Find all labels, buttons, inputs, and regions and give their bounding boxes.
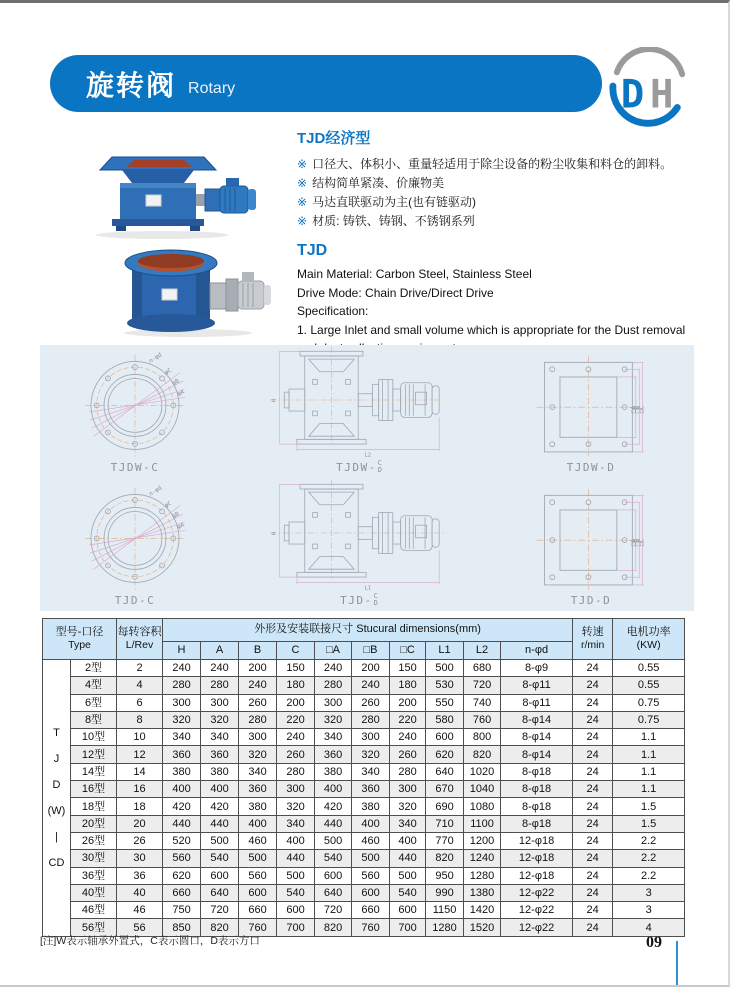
table-cell: 150 bbox=[390, 660, 426, 677]
table-cell: 320 bbox=[352, 746, 390, 763]
table-cell: 36型 bbox=[71, 867, 117, 884]
table-cell: 1.1 bbox=[613, 746, 685, 763]
table-cell: 8-φ18 bbox=[501, 815, 573, 832]
table-cell: 240 bbox=[315, 660, 352, 677]
table-cell: 990 bbox=[426, 884, 464, 901]
table-cell: 46 bbox=[117, 902, 163, 919]
bullet-icon: ※ bbox=[297, 195, 308, 209]
table-row bbox=[43, 902, 685, 919]
table-cell: 400 bbox=[315, 781, 352, 798]
series-label: T J D (W) | CD bbox=[43, 660, 71, 937]
header-dim: L1 bbox=[426, 641, 464, 659]
table-cell: 440 bbox=[390, 850, 426, 867]
table-cell: 240 bbox=[163, 660, 201, 677]
table-cell: 26型 bbox=[71, 832, 117, 849]
table-cell: 760 bbox=[464, 711, 501, 728]
table-cell: 560 bbox=[239, 867, 277, 884]
economy-bullet: ※ 材质: 铸铁、铸钢、不锈钢系列 bbox=[297, 214, 475, 228]
dimension-table bbox=[42, 618, 685, 937]
table-cell: 1420 bbox=[464, 902, 501, 919]
table-cell: 640 bbox=[315, 884, 352, 901]
header-lrev: 每转容积 L/Rev bbox=[117, 619, 163, 660]
table-cell: 24 bbox=[573, 729, 613, 746]
table-cell: 56型 bbox=[71, 919, 117, 936]
table-cell: 46型 bbox=[71, 902, 117, 919]
header-dim: C bbox=[277, 641, 315, 659]
table-cell: 1.1 bbox=[613, 729, 685, 746]
table-cell: 580 bbox=[426, 711, 464, 728]
table-cell: 340 bbox=[277, 815, 315, 832]
table-cell: 720 bbox=[464, 677, 501, 694]
table-cell: 0.55 bbox=[613, 677, 685, 694]
table-cell: 500 bbox=[426, 660, 464, 677]
table-cell: 320 bbox=[163, 711, 201, 728]
table-cell: 1020 bbox=[464, 763, 501, 780]
table-cell: 440 bbox=[163, 815, 201, 832]
table-cell: 30型 bbox=[71, 850, 117, 867]
table-cell: 420 bbox=[315, 798, 352, 815]
table-cell: 340 bbox=[315, 729, 352, 746]
table-cell: 2型 bbox=[71, 660, 117, 677]
product-photo-square-valve bbox=[82, 143, 260, 241]
table-cell: 760 bbox=[239, 919, 277, 936]
table-row bbox=[43, 660, 685, 677]
table-cell: 12型 bbox=[71, 746, 117, 763]
table-cell: 850 bbox=[163, 919, 201, 936]
table-cell: 500 bbox=[201, 832, 239, 849]
table-cell: 24 bbox=[573, 781, 613, 798]
table-cell: 20型 bbox=[71, 815, 117, 832]
table-cell: 600 bbox=[426, 729, 464, 746]
table-cell: 3 bbox=[613, 902, 685, 919]
table-cell: 8-φ18 bbox=[501, 763, 573, 780]
table-cell: 8-φ11 bbox=[501, 694, 573, 711]
table-cell: 1280 bbox=[464, 867, 501, 884]
table-cell: 300 bbox=[315, 694, 352, 711]
bullet-icon: ※ bbox=[297, 157, 308, 171]
economy-bullet: ※ 口径大、体积小、重量轻适用于除尘设备的粉尘收集和料仓的卸料。 bbox=[297, 157, 673, 171]
drawing-label: TJDW- C D bbox=[336, 459, 382, 474]
table-row bbox=[43, 711, 685, 728]
table-cell: 380 bbox=[201, 763, 239, 780]
table-cell: 8-φ18 bbox=[501, 781, 573, 798]
table-cell: 24 bbox=[573, 902, 613, 919]
table-cell: 300 bbox=[277, 781, 315, 798]
table-cell: 540 bbox=[277, 884, 315, 901]
table-cell: 600 bbox=[390, 902, 426, 919]
table-cell: 520 bbox=[163, 832, 201, 849]
table-cell: 500 bbox=[239, 850, 277, 867]
table-cell: 320 bbox=[201, 711, 239, 728]
table-cell: 220 bbox=[277, 711, 315, 728]
table-cell: 0.55 bbox=[613, 660, 685, 677]
table-row bbox=[43, 884, 685, 901]
table-row bbox=[43, 694, 685, 711]
table-row bbox=[43, 798, 685, 815]
table-cell: 540 bbox=[315, 850, 352, 867]
table-row bbox=[43, 746, 685, 763]
economy-bullet: ※ 马达直联驱动为主(也有链驱动) bbox=[297, 195, 477, 209]
table-cell: 1200 bbox=[464, 832, 501, 849]
table-cell: 420 bbox=[201, 798, 239, 815]
page-number-rule bbox=[676, 941, 678, 987]
table-cell: 24 bbox=[573, 850, 613, 867]
table-cell: 2.2 bbox=[613, 832, 685, 849]
table-cell: 750 bbox=[163, 902, 201, 919]
table-cell: 620 bbox=[426, 746, 464, 763]
table-body bbox=[43, 660, 685, 937]
table-row bbox=[43, 729, 685, 746]
table-cell: 8型 bbox=[71, 711, 117, 728]
drawing-label: TJD- C D bbox=[340, 592, 378, 607]
table-cell: 560 bbox=[352, 867, 390, 884]
table-cell: 400 bbox=[390, 832, 426, 849]
table-cell: 12-φ22 bbox=[501, 884, 573, 901]
table-cell: 2.2 bbox=[613, 850, 685, 867]
drawing-label: TJDW-D bbox=[566, 461, 616, 474]
table-cell: 360 bbox=[201, 746, 239, 763]
table-cell: 500 bbox=[390, 867, 426, 884]
table-cell: 380 bbox=[239, 798, 277, 815]
header-dim: □A bbox=[315, 641, 352, 659]
logo-letter-h: H bbox=[650, 72, 674, 118]
bullet-icon: ※ bbox=[297, 176, 308, 190]
table-cell: 660 bbox=[352, 902, 390, 919]
table-cell: 24 bbox=[573, 832, 613, 849]
table-cell: 1380 bbox=[464, 884, 501, 901]
technical-drawings-panel bbox=[40, 345, 694, 611]
table-cell: 320 bbox=[315, 711, 352, 728]
table-cell: 1.1 bbox=[613, 763, 685, 780]
table-cell: 300 bbox=[163, 694, 201, 711]
table-cell: 360 bbox=[315, 746, 352, 763]
table-cell: 200 bbox=[239, 660, 277, 677]
table-cell: 220 bbox=[390, 711, 426, 728]
table-cell: 1080 bbox=[464, 798, 501, 815]
table-cell: 820 bbox=[426, 850, 464, 867]
table-cell: 280 bbox=[277, 763, 315, 780]
table-cell: 600 bbox=[352, 884, 390, 901]
table-cell: 620 bbox=[163, 867, 201, 884]
table-row bbox=[43, 781, 685, 798]
table-row bbox=[43, 867, 685, 884]
table-cell: 640 bbox=[201, 884, 239, 901]
table-cell: 360 bbox=[352, 781, 390, 798]
table-cell: 460 bbox=[239, 832, 277, 849]
page-number: 09 bbox=[646, 934, 662, 951]
product-photo-round-valve bbox=[110, 241, 274, 339]
table-cell: 440 bbox=[315, 815, 352, 832]
table-cell: 30 bbox=[117, 850, 163, 867]
table-cell: 300 bbox=[239, 729, 277, 746]
table-cell: 560 bbox=[163, 850, 201, 867]
drawing-tjd-cd bbox=[230, 478, 488, 611]
table-cell: 300 bbox=[390, 781, 426, 798]
table-cell: 1.5 bbox=[613, 798, 685, 815]
table-cell: 12-φ22 bbox=[501, 902, 573, 919]
table-cell: 200 bbox=[352, 660, 390, 677]
table-cell: 12-φ18 bbox=[501, 867, 573, 884]
table-cell: 1150 bbox=[426, 902, 464, 919]
header-dim: n-φd bbox=[501, 641, 573, 659]
table-cell: 3 bbox=[613, 884, 685, 901]
table-cell: 260 bbox=[352, 694, 390, 711]
drawing-label: TJD-D bbox=[570, 594, 612, 607]
table-cell: 1040 bbox=[464, 781, 501, 798]
header-dim: □C bbox=[390, 641, 426, 659]
table-cell: 1240 bbox=[464, 850, 501, 867]
table-cell: 4 bbox=[117, 677, 163, 694]
table-cell: 400 bbox=[239, 815, 277, 832]
table-cell: 180 bbox=[277, 677, 315, 694]
table-cell: 760 bbox=[352, 919, 390, 936]
dh-logo bbox=[601, 47, 699, 127]
table-cell: 670 bbox=[426, 781, 464, 798]
table-cell: 300 bbox=[352, 729, 390, 746]
table-cell: 700 bbox=[390, 919, 426, 936]
table-cell: 6型 bbox=[71, 694, 117, 711]
spec-line: Drive Mode: Chain Drive/Direct Drive bbox=[297, 285, 494, 300]
table-cell: 24 bbox=[573, 919, 613, 936]
header-dim: L2 bbox=[464, 641, 501, 659]
table-cell: 26 bbox=[117, 832, 163, 849]
table-cell: 400 bbox=[277, 832, 315, 849]
table-cell: 660 bbox=[163, 884, 201, 901]
table-cell: 40 bbox=[117, 884, 163, 901]
table-cell: 340 bbox=[239, 763, 277, 780]
table-cell: 340 bbox=[390, 815, 426, 832]
table-cell: 260 bbox=[239, 694, 277, 711]
drawing-tjd-d bbox=[488, 478, 694, 611]
table-cell: 1520 bbox=[464, 919, 501, 936]
table-cell: 0.75 bbox=[613, 694, 685, 711]
svg-text:L1: L1 bbox=[364, 585, 372, 592]
table-cell: 6 bbox=[117, 694, 163, 711]
table-cell: 24 bbox=[573, 694, 613, 711]
table-cell: 180 bbox=[390, 677, 426, 694]
table-cell: 300 bbox=[201, 694, 239, 711]
table-cell: 340 bbox=[352, 763, 390, 780]
footnote: [注]W表示轴承外置式，C表示圆口，D表示方口 bbox=[40, 935, 260, 947]
table-cell: 720 bbox=[315, 902, 352, 919]
table-cell: 540 bbox=[390, 884, 426, 901]
table-cell: 240 bbox=[390, 729, 426, 746]
table-cell: 600 bbox=[315, 867, 352, 884]
drawing-tjdw-d bbox=[488, 345, 694, 478]
table-cell: 320 bbox=[390, 798, 426, 815]
table-cell: 540 bbox=[201, 850, 239, 867]
table-cell: 0.75 bbox=[613, 711, 685, 728]
table-cell: 12-φ18 bbox=[501, 850, 573, 867]
table-cell: 720 bbox=[201, 902, 239, 919]
header-speed: 转速 r/min bbox=[573, 619, 613, 660]
table-cell: 8-φ11 bbox=[501, 677, 573, 694]
economy-heading: TJD经济型 bbox=[297, 130, 371, 147]
table-cell: 700 bbox=[277, 919, 315, 936]
svg-text:L2: L2 bbox=[364, 452, 372, 459]
table-cell: 380 bbox=[163, 763, 201, 780]
drawing-tjd-c bbox=[40, 478, 230, 611]
drawing-label: TJD-C bbox=[114, 594, 156, 607]
table-cell: 1100 bbox=[464, 815, 501, 832]
table-cell: 800 bbox=[464, 729, 501, 746]
table-cell: 600 bbox=[201, 867, 239, 884]
table-cell: 8-φ14 bbox=[501, 729, 573, 746]
table-cell: 200 bbox=[390, 694, 426, 711]
table-cell: 660 bbox=[239, 902, 277, 919]
table-cell: 280 bbox=[315, 677, 352, 694]
table-cell: 40型 bbox=[71, 884, 117, 901]
table-cell: 500 bbox=[277, 867, 315, 884]
table-cell: 8-φ14 bbox=[501, 746, 573, 763]
table-cell: 2.2 bbox=[613, 867, 685, 884]
table-cell: 820 bbox=[315, 919, 352, 936]
page-title-en: Rotary bbox=[188, 79, 236, 97]
table-cell: 24 bbox=[573, 798, 613, 815]
header-type: 型号-口径 Type bbox=[43, 619, 117, 660]
table-cell: 150 bbox=[277, 660, 315, 677]
logo-arc-gray bbox=[617, 49, 682, 74]
table-cell: 24 bbox=[573, 677, 613, 694]
table-cell: 56 bbox=[117, 919, 163, 936]
table-cell: 24 bbox=[573, 711, 613, 728]
table-cell: 24 bbox=[573, 746, 613, 763]
table-cell: 550 bbox=[426, 694, 464, 711]
table-cell: 460 bbox=[352, 832, 390, 849]
logo-letter-d: D bbox=[620, 72, 645, 118]
table-cell: 10型 bbox=[71, 729, 117, 746]
drawing-tjdw-cd bbox=[230, 345, 488, 478]
table-cell: 18型 bbox=[71, 798, 117, 815]
drawing-label: TJDW-C bbox=[110, 461, 160, 474]
table-cell: 320 bbox=[239, 746, 277, 763]
header-power: 电机功率 (KW) bbox=[613, 619, 685, 660]
table-cell: 340 bbox=[201, 729, 239, 746]
table-cell: 24 bbox=[573, 815, 613, 832]
page-title: 旋转阀 bbox=[86, 69, 177, 101]
header-dim: H bbox=[163, 641, 201, 659]
table-cell: 360 bbox=[163, 746, 201, 763]
table-cell: 770 bbox=[426, 832, 464, 849]
table-cell: 8-φ14 bbox=[501, 711, 573, 728]
table-cell: 24 bbox=[573, 763, 613, 780]
table-cell: 240 bbox=[201, 660, 239, 677]
header-dim: B bbox=[239, 641, 277, 659]
table-cell: 12-φ22 bbox=[501, 919, 573, 936]
table-cell: 24 bbox=[573, 660, 613, 677]
table-cell: 16 bbox=[117, 781, 163, 798]
table-cell: 12 bbox=[117, 746, 163, 763]
table-cell: 2 bbox=[117, 660, 163, 677]
table-cell: 440 bbox=[201, 815, 239, 832]
table-cell: 400 bbox=[201, 781, 239, 798]
table-cell: 4 bbox=[613, 919, 685, 936]
table-cell: 280 bbox=[201, 677, 239, 694]
table-cell: 400 bbox=[352, 815, 390, 832]
table-cell: 950 bbox=[426, 867, 464, 884]
table-cell: 380 bbox=[352, 798, 390, 815]
table-cell: 1280 bbox=[426, 919, 464, 936]
table-cell: 260 bbox=[277, 746, 315, 763]
table-cell: 420 bbox=[163, 798, 201, 815]
table-cell: 530 bbox=[426, 677, 464, 694]
drawing-tjdw-c bbox=[40, 345, 230, 478]
table-cell: 20 bbox=[117, 815, 163, 832]
spec-line: Specification: bbox=[297, 304, 369, 318]
table-cell: 8-φ18 bbox=[501, 798, 573, 815]
table-cell: 320 bbox=[277, 798, 315, 815]
intro-column bbox=[297, 127, 707, 376]
table-cell: 400 bbox=[163, 781, 201, 798]
table-cell: 240 bbox=[277, 729, 315, 746]
table-cell: 36 bbox=[117, 867, 163, 884]
table-row bbox=[43, 677, 685, 694]
table-cell: 440 bbox=[277, 850, 315, 867]
table-row bbox=[43, 850, 685, 867]
table-cell: 240 bbox=[239, 677, 277, 694]
title-banner bbox=[50, 55, 602, 112]
table-row bbox=[43, 815, 685, 832]
table-cell: 14 bbox=[117, 763, 163, 780]
table-cell: 340 bbox=[163, 729, 201, 746]
spec-line: Main Material: Carbon Steel, Stainless Steel bbox=[297, 267, 532, 281]
table-cell: 24 bbox=[573, 867, 613, 884]
table-cell: 500 bbox=[315, 832, 352, 849]
table-cell: 8 bbox=[117, 711, 163, 728]
table-cell: 600 bbox=[277, 902, 315, 919]
table-cell: 280 bbox=[390, 763, 426, 780]
table-cell: 24 bbox=[573, 884, 613, 901]
table-cell: 280 bbox=[239, 711, 277, 728]
header-dimensions-span: 外形及安装联接尺寸 Stucural dimensions(mm) bbox=[163, 619, 573, 642]
table-cell: 600 bbox=[239, 884, 277, 901]
table-cell: 380 bbox=[315, 763, 352, 780]
table-cell: 360 bbox=[239, 781, 277, 798]
table-cell: 820 bbox=[201, 919, 239, 936]
table-cell: 240 bbox=[352, 677, 390, 694]
table-cell: 10 bbox=[117, 729, 163, 746]
tjd-heading: TJD bbox=[297, 242, 328, 259]
table-cell: 16型 bbox=[71, 781, 117, 798]
table-cell: 640 bbox=[426, 763, 464, 780]
table-cell: 8-φ9 bbox=[501, 660, 573, 677]
table-cell: 710 bbox=[426, 815, 464, 832]
table-cell: 680 bbox=[464, 660, 501, 677]
table-cell: 200 bbox=[277, 694, 315, 711]
table-row bbox=[43, 763, 685, 780]
table-cell: 1.5 bbox=[613, 815, 685, 832]
table-row bbox=[43, 832, 685, 849]
spec-line: 1. Large Inlet and small volume which is appropriate for the Dust removal bbox=[297, 322, 686, 337]
table-cell: 18 bbox=[117, 798, 163, 815]
table-cell: 4型 bbox=[71, 677, 117, 694]
table-cell: 14型 bbox=[71, 763, 117, 780]
header-dim: □B bbox=[352, 641, 390, 659]
table-cell: 820 bbox=[464, 746, 501, 763]
header-dim: A bbox=[201, 641, 239, 659]
table-cell: 690 bbox=[426, 798, 464, 815]
bullet-icon: ※ bbox=[297, 214, 308, 228]
table-cell: 500 bbox=[352, 850, 390, 867]
table-cell: 280 bbox=[352, 711, 390, 728]
table-cell: 12-φ18 bbox=[501, 832, 573, 849]
economy-bullet: ※ 结构简单紧凑、价廉物美 bbox=[297, 176, 445, 190]
table-cell: 740 bbox=[464, 694, 501, 711]
table-cell: 260 bbox=[390, 746, 426, 763]
table-cell: 1.1 bbox=[613, 781, 685, 798]
table-cell: 280 bbox=[163, 677, 201, 694]
